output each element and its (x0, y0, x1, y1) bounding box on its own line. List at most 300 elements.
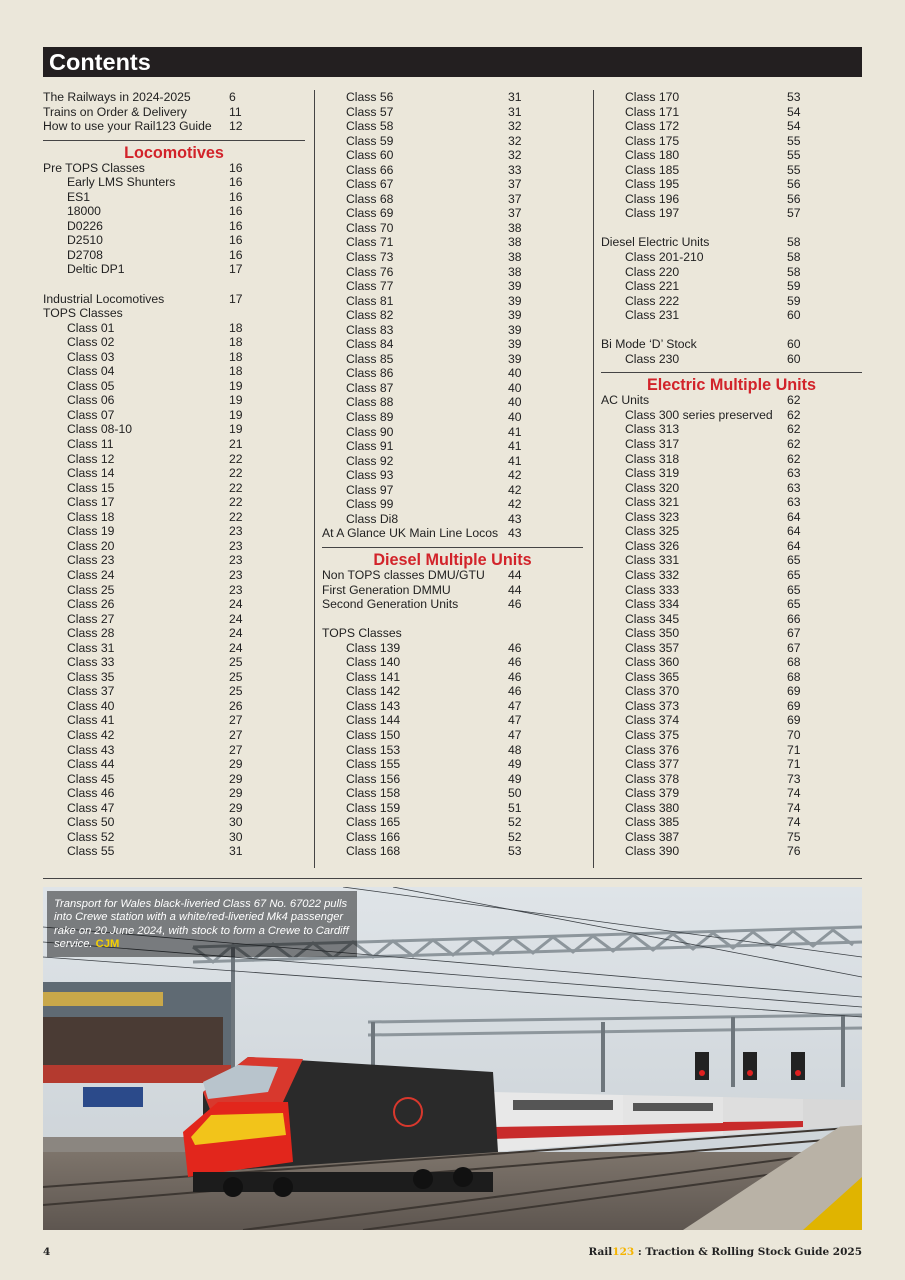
contents-column-1 (43, 90, 305, 859)
toc-label: Class 67 (346, 177, 394, 192)
toc-entry[interactable] (43, 248, 305, 263)
toc-label: Class 15 (67, 480, 115, 495)
toc-label: Class 14 (67, 466, 115, 481)
toc-entry[interactable] (322, 568, 583, 583)
toc-entry[interactable] (601, 626, 862, 641)
toc-entry[interactable] (322, 757, 583, 772)
toc-entry[interactable] (43, 699, 305, 714)
toc-entry[interactable] (601, 177, 862, 192)
toc-entry[interactable] (43, 786, 305, 801)
toc-page-number: 21 (229, 437, 243, 452)
toc-label: Class 69 (346, 206, 394, 221)
toc-page-number: 6 (229, 90, 236, 104)
toc-label: Class 03 (67, 349, 115, 364)
toc-page-number: 38 (508, 250, 522, 265)
toc-label: Class 185 (625, 162, 680, 177)
toc-label: Class 41 (67, 713, 115, 728)
toc-label: Class 31 (67, 640, 115, 655)
toc-entry[interactable] (322, 206, 583, 221)
toc-entry[interactable] (43, 466, 305, 481)
toc-label: Class 28 (67, 626, 115, 641)
toc-label: Class 04 (67, 364, 115, 379)
toc-entry[interactable] (601, 641, 862, 656)
toc-page-number: 23 (229, 582, 243, 597)
toc-entry[interactable] (322, 323, 583, 338)
toc-entry[interactable] (601, 119, 862, 134)
toc-label: Class 231 (625, 308, 680, 323)
toc-page-number: 22 (229, 509, 243, 524)
toc-page-number: 64 (787, 524, 801, 539)
toc-page-number: 65 (787, 553, 801, 568)
toc-page-number: 55 (787, 162, 801, 177)
toc-page-number: 53 (787, 90, 801, 104)
toc-entry[interactable] (601, 495, 862, 510)
toc-page-number: 47 (508, 713, 522, 728)
toc-page-number: 48 (508, 742, 522, 757)
toc-entry[interactable] (43, 539, 305, 554)
toc-page-number: 64 (787, 538, 801, 553)
toc-label: Class 379 (625, 786, 680, 801)
toc-label: Class 323 (625, 509, 680, 524)
toc-entry[interactable] (43, 364, 305, 379)
toc-entry[interactable] (322, 163, 583, 178)
toc-entry[interactable] (322, 483, 583, 498)
toc-page-number: 63 (787, 480, 801, 495)
toc-entry[interactable] (322, 684, 583, 699)
toc-entry[interactable] (601, 308, 862, 323)
toc-page-number: 62 (787, 407, 801, 422)
toc-page-number: 46 (508, 684, 522, 699)
toc-label: Class 23 (67, 553, 115, 568)
toc-entry[interactable] (601, 655, 862, 670)
toc-entry[interactable] (601, 583, 862, 598)
toc-entry[interactable] (322, 352, 583, 367)
toc-label: The Railways in 2024-2025 (43, 90, 191, 104)
toc-entry[interactable] (322, 772, 583, 787)
toc-page-number: 60 (787, 308, 801, 323)
divider (322, 547, 583, 548)
toc-page-number: 55 (787, 133, 801, 148)
toc-page-number: 44 (508, 582, 522, 597)
toc-page-number: 43 (508, 511, 522, 526)
toc-entry[interactable] (322, 626, 583, 641)
toc-label: Class 175 (625, 133, 680, 148)
toc-entry[interactable] (43, 437, 305, 452)
toc-label: Class 377 (625, 757, 680, 772)
toc-label: D2510 (67, 233, 103, 248)
toc-label: Class 86 (346, 366, 394, 381)
toc-label: Class 139 (346, 640, 401, 655)
toc-label: First Generation DMMU (322, 582, 451, 597)
toc-label: Class 55 (67, 844, 115, 859)
toc-page-number: 71 (787, 757, 801, 772)
toc-entry[interactable] (43, 713, 305, 728)
toc-label: Class 144 (346, 713, 401, 728)
toc-entry[interactable] (43, 204, 305, 219)
toc-page-number: 47 (508, 727, 522, 742)
section-heading-locomotives: Locomotives (124, 143, 224, 162)
divider (43, 878, 862, 879)
toc-entry[interactable] (601, 148, 862, 163)
toc-entry[interactable] (43, 219, 305, 234)
toc-entry[interactable] (601, 352, 862, 367)
toc-entry[interactable] (43, 190, 305, 205)
toc-page-number: 60 (787, 351, 801, 366)
toc-label: ES1 (67, 189, 91, 204)
toc-entry[interactable] (601, 524, 862, 539)
toc-label: Class 300 series preserved (625, 407, 773, 422)
toc-page-number: 43 (508, 526, 522, 541)
toc-page-number: 75 (787, 829, 801, 844)
toc-entry[interactable] (322, 366, 583, 381)
toc-page-number: 42 (508, 468, 522, 483)
toc-entry[interactable] (601, 844, 862, 859)
toc-entry[interactable] (322, 279, 583, 294)
toc-entry[interactable] (322, 221, 583, 236)
toc-entry[interactable] (43, 393, 305, 408)
toc-entry[interactable] (601, 452, 862, 467)
toc-entry[interactable] (322, 743, 583, 758)
toc-label: Class 159 (346, 800, 401, 815)
toc-entry[interactable] (43, 452, 305, 467)
toc-entry[interactable] (322, 468, 583, 483)
toc-label: D2708 (67, 247, 103, 262)
toc-entry[interactable] (43, 524, 305, 539)
toc-entry[interactable] (601, 728, 862, 743)
divider (43, 140, 305, 141)
toc-entry[interactable] (322, 728, 583, 743)
toc-label: Class 40 (67, 698, 115, 713)
toc-label: Class 313 (625, 422, 680, 437)
toc-entry[interactable] (601, 612, 862, 627)
caption-text: Transport for Wales black-liveried Class 67 No. 67022 pulls into Crewe station with a white/red-liveried Mk4 passenger rake on 20 June 2024, with stock to form a Crewe to Cardiff service. (54, 898, 349, 951)
locomotive (183, 1057, 498, 1197)
toc-page-number: 62 (787, 393, 801, 408)
toc-entry[interactable] (43, 641, 305, 656)
toc-label: Class 326 (625, 538, 680, 553)
toc-label: Class 334 (625, 597, 680, 612)
toc-entry[interactable] (601, 481, 862, 496)
toc-page-number: 16 (229, 160, 243, 175)
toc-page-number: 64 (787, 509, 801, 524)
toc-label: Class 141 (346, 669, 401, 684)
toc-entry[interactable] (601, 192, 862, 207)
toc-entry[interactable] (43, 844, 305, 859)
toc-page-number: 12 (229, 119, 243, 134)
toc-label: Early LMS Shunters (67, 175, 176, 190)
toc-entry[interactable] (43, 292, 305, 307)
toc-entry[interactable] (322, 670, 583, 685)
toc-entry[interactable] (601, 597, 862, 612)
toc-entry[interactable] (43, 772, 305, 787)
toc-entry[interactable] (322, 526, 583, 541)
toc-page-number: 31 (508, 90, 522, 104)
toc-label: Class 33 (67, 655, 115, 670)
toc-entry[interactable] (322, 90, 583, 105)
toc-entry[interactable] (43, 583, 305, 598)
toc-entry[interactable] (601, 830, 862, 845)
toc-label: Class 11 (67, 437, 114, 452)
toc-entry[interactable] (43, 757, 305, 772)
toc-entry[interactable] (601, 510, 862, 525)
toc-entry[interactable] (43, 350, 305, 365)
toc-page-number: 67 (787, 626, 801, 641)
toc-entry[interactable] (322, 699, 583, 714)
toc-entry[interactable] (601, 786, 862, 801)
toc-entry[interactable] (43, 597, 305, 612)
toc-label: TOPS Classes (322, 626, 402, 641)
toc-label: Class 345 (625, 611, 680, 626)
toc-label: Class 87 (346, 380, 394, 395)
toc-entry[interactable] (322, 801, 583, 816)
toc-page-number: 74 (787, 800, 801, 815)
toc-entry[interactable] (43, 553, 305, 568)
toc-label: Class 73 (346, 250, 394, 265)
toc-entry[interactable] (601, 422, 862, 437)
toc-entry[interactable] (601, 90, 862, 105)
toc-entry[interactable] (601, 294, 862, 309)
toc-page-number: 23 (229, 538, 243, 553)
toc-label: How to use your Rail123 Guide (43, 119, 212, 134)
toc-entry[interactable] (322, 192, 583, 207)
toc-page-number: 29 (229, 757, 243, 772)
toc-entry[interactable] (601, 713, 862, 728)
toc-entry[interactable] (43, 568, 305, 583)
toc-label: Class 59 (346, 133, 394, 148)
toc-entry[interactable] (322, 250, 583, 265)
toc-page-number: 49 (508, 771, 522, 786)
toc-entry[interactable] (601, 105, 862, 120)
toc-entry[interactable] (43, 626, 305, 641)
toc-entry[interactable] (601, 163, 862, 178)
toc-entry[interactable] (43, 670, 305, 685)
toc-page-number: 57 (787, 206, 801, 221)
toc-entry[interactable] (601, 235, 862, 250)
toc-label: Class 44 (67, 757, 115, 772)
toc-page-number: 65 (787, 567, 801, 582)
toc-entry[interactable] (322, 844, 583, 859)
toc-entry[interactable] (601, 772, 862, 787)
toc-page-number: 59 (787, 279, 801, 294)
toc-label: Class 375 (625, 727, 680, 742)
toc-page-number: 32 (508, 148, 522, 163)
toc-label: TOPS Classes (43, 306, 123, 321)
toc-label: Class 142 (346, 684, 401, 699)
divider (601, 372, 862, 373)
photo-credit: CJM (95, 938, 120, 951)
toc-page-number: 25 (229, 655, 243, 670)
toc-entry[interactable] (601, 699, 862, 714)
toc-page-number: 66 (787, 611, 801, 626)
toc-entry[interactable] (43, 422, 305, 437)
toc-page-number: 33 (508, 162, 522, 177)
toc-entry[interactable] (43, 481, 305, 496)
toc-entry[interactable] (43, 684, 305, 699)
toc-entry[interactable] (322, 512, 583, 527)
toc-entry[interactable] (601, 279, 862, 294)
toc-label: Second Generation Units (322, 597, 459, 612)
toc-entry[interactable] (601, 757, 862, 772)
toc-entry[interactable] (322, 235, 583, 250)
toc-entry[interactable] (601, 801, 862, 816)
toc-page-number: 37 (508, 177, 522, 192)
toc-entry[interactable] (43, 306, 305, 321)
toc-entry[interactable] (322, 815, 583, 830)
toc-entry[interactable] (601, 437, 862, 452)
toc-label: Class 84 (346, 337, 394, 352)
toc-entry[interactable] (43, 510, 305, 525)
toc-page-number: 62 (787, 451, 801, 466)
toc-entry[interactable] (601, 134, 862, 149)
toc-entry[interactable] (43, 408, 305, 423)
toc-page-number: 71 (787, 742, 801, 757)
toc-entry[interactable] (43, 321, 305, 336)
toc-entry[interactable] (43, 90, 305, 105)
toc-label: At A Glance UK Main Line Locos (322, 526, 499, 541)
toc-label: Class 376 (625, 742, 680, 757)
toc-entry[interactable] (322, 713, 583, 728)
toc-page-number: 18 (229, 364, 243, 379)
toc-page-number: 42 (508, 482, 522, 497)
toc-entry[interactable] (322, 454, 583, 469)
toc-entry[interactable] (43, 655, 305, 670)
toc-entry[interactable] (322, 105, 583, 120)
toc-label: Class 222 (625, 293, 680, 308)
toc-entry[interactable] (601, 743, 862, 758)
toc-entry[interactable] (43, 728, 305, 743)
toc-entry[interactable] (43, 743, 305, 758)
toc-entry[interactable] (601, 206, 862, 221)
toc-entry[interactable] (322, 497, 583, 512)
toc-entry[interactable] (601, 408, 862, 423)
toc-entry[interactable] (322, 395, 583, 410)
toc-entry[interactable] (601, 684, 862, 699)
toc-label: Class 153 (346, 742, 401, 757)
toc-entry[interactable] (601, 553, 862, 568)
toc-page-number: 29 (229, 771, 243, 786)
toc-entry[interactable] (43, 612, 305, 627)
toc-label: Class 08-10 (67, 422, 133, 437)
toc-label: Class 325 (625, 524, 680, 539)
toc-entry[interactable] (43, 830, 305, 845)
toc-entry[interactable] (322, 177, 583, 192)
toc-page-number: 63 (787, 466, 801, 481)
toc-label: Class 83 (346, 322, 394, 337)
toc-entry[interactable] (322, 830, 583, 845)
toc-page-number: 22 (229, 451, 243, 466)
toc-entry[interactable] (601, 539, 862, 554)
toc-entry[interactable] (322, 148, 583, 163)
toc-entry[interactable] (601, 250, 862, 265)
contents-column-3 (601, 90, 862, 859)
toc-entry[interactable] (322, 583, 583, 598)
toc-entry[interactable] (322, 410, 583, 425)
toc-entry[interactable] (601, 815, 862, 830)
toc-entry[interactable] (322, 308, 583, 323)
toc-entry[interactable] (601, 568, 862, 583)
toc-label: Class 165 (346, 815, 401, 830)
toc-page-number: 63 (787, 495, 801, 510)
toc-page-number: 18 (229, 349, 243, 364)
toc-entry[interactable] (601, 466, 862, 481)
toc-entry[interactable] (43, 379, 305, 394)
toc-label: Class 50 (67, 815, 115, 830)
toc-page-number: 73 (787, 771, 801, 786)
toc-entry[interactable] (322, 337, 583, 352)
toc-entry[interactable] (322, 425, 583, 440)
toc-label: Class 156 (346, 771, 401, 786)
toc-label: Class 350 (625, 626, 680, 641)
toc-label: Class 172 (625, 119, 680, 134)
toc-entry[interactable] (43, 233, 305, 248)
toc-entry[interactable] (43, 815, 305, 830)
toc-entry[interactable] (322, 119, 583, 134)
toc-page-number: 19 (229, 378, 243, 393)
toc-entry[interactable] (322, 786, 583, 801)
toc-label: Class 150 (346, 727, 401, 742)
toc-page-number: 50 (508, 786, 522, 801)
toc-entry[interactable] (322, 265, 583, 280)
toc-label: Class 45 (67, 771, 115, 786)
toc-page-number: 22 (229, 466, 243, 481)
toc-page-number: 39 (508, 322, 522, 337)
toc-entry[interactable] (322, 655, 583, 670)
toc-page-number: 24 (229, 611, 243, 626)
toc-entry[interactable] (43, 262, 305, 277)
toc-entry[interactable] (601, 670, 862, 685)
toc-label: Class 01 (67, 320, 115, 335)
toc-page-number: 38 (508, 264, 522, 279)
toc-page-number: 74 (787, 786, 801, 801)
toc-page-number: 30 (229, 829, 243, 844)
toc-entry[interactable] (322, 134, 583, 149)
toc-page-number: 22 (229, 495, 243, 510)
toc-page-number: 54 (787, 119, 801, 134)
toc-page-number: 31 (229, 844, 243, 859)
toc-entry[interactable] (322, 381, 583, 396)
toc-page-number: 39 (508, 308, 522, 323)
toc-page-number: 25 (229, 669, 243, 684)
toc-entry[interactable] (601, 265, 862, 280)
toc-entry[interactable] (43, 161, 305, 176)
toc-page-number: 76 (787, 844, 801, 859)
toc-label: Class 374 (625, 713, 680, 728)
toc-page-number: 58 (787, 264, 801, 279)
toc-label: Class 18 (67, 509, 115, 524)
toc-entry[interactable] (43, 119, 305, 134)
toc-entry[interactable] (43, 495, 305, 510)
toc-label: Class 57 (346, 104, 394, 119)
toc-entry[interactable] (322, 641, 583, 656)
toc-label: Class 317 (625, 437, 680, 452)
toc-page-number: 39 (508, 351, 522, 366)
toc-page-number: 11 (229, 104, 242, 119)
toc-entry[interactable] (322, 439, 583, 454)
toc-label: Class Di8 (346, 511, 399, 526)
toc-entry[interactable] (43, 801, 305, 816)
toc-entry[interactable] (43, 175, 305, 190)
toc-entry[interactable] (601, 393, 862, 408)
toc-entry[interactable] (43, 335, 305, 350)
toc-entry[interactable] (601, 337, 862, 352)
toc-label: Class 42 (67, 727, 115, 742)
toc-label: Class 26 (67, 597, 115, 612)
toc-entry[interactable] (322, 597, 583, 612)
toc-label: Class 140 (346, 655, 401, 670)
toc-label: Class 37 (67, 684, 115, 699)
toc-entry[interactable] (322, 294, 583, 309)
toc-entry[interactable] (43, 105, 305, 120)
